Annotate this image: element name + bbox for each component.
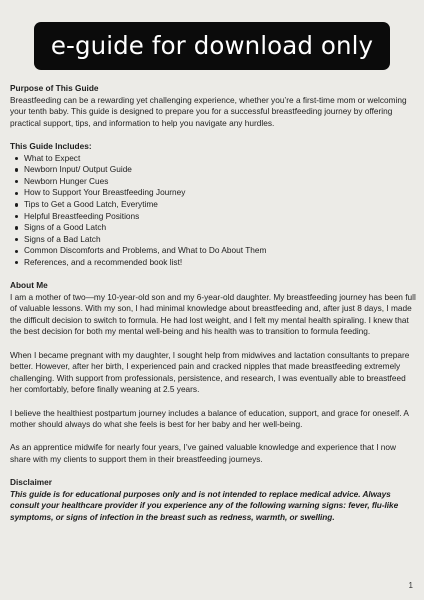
purpose-section <box>10 83 416 129</box>
list-item: Common Discomforts and Problems, and What to Do About Them <box>24 245 416 257</box>
list-item: Newborn Hunger Cues <box>24 176 416 188</box>
about-paragraph: When I became pregnant with my daughter, I sought help from midwives and lactation consultants to prepare better. However, after her birth, I experienced pain and cracked nipples that made breastfeeding extremely challenging. With support from professionals, persistence, and research, I was eventually able to breastfeed her comfortably, before finally weaning at 2.5 years. <box>10 349 410 395</box>
list-item: Signs of a Bad Latch <box>24 234 416 246</box>
page-number: 1 <box>408 581 413 590</box>
purpose-body: Breastfeeding can be a rewarding yet challenging experience, whether you’re a first-time mom or welcoming your tenth baby. This guide is designed to prepare you for a successful breastfeeding journey by offering practical support, tips, and information to help you navigate any hurdles. <box>10 94 407 128</box>
about-section <box>10 280 416 466</box>
list-item: What to Expect <box>24 153 416 165</box>
includes-section <box>10 141 416 269</box>
download-banner: e-guide for download only <box>34 22 390 70</box>
list-item: Tips to Get a Good Latch, Everytime <box>24 199 416 211</box>
about-paragraph: I believe the healthiest postpartum journey includes a balance of education, support, and grace for oneself. A mother should always do what she feels is best for her baby and her well-being. <box>10 407 409 430</box>
disclaimer-section <box>10 477 416 523</box>
list-item: References, and a recommended book list! <box>24 257 416 269</box>
about-heading: About Me <box>10 280 48 291</box>
list-item: How to Support Your Breastfeeding Journey <box>24 187 416 199</box>
includes-heading: This Guide Includes: <box>10 140 92 151</box>
includes-list <box>10 153 416 269</box>
list-item: Newborn Input/ Output Guide <box>24 164 416 176</box>
guide-content <box>10 83 416 524</box>
list-item: Helpful Breastfeeding Positions <box>24 211 416 223</box>
purpose-heading: Purpose of This Guide <box>10 83 99 93</box>
about-paragraph: I am a mother of two—my 10-year-old son and my 6-year-old daughter. My breastfeeding journey has been full of valuable lessons. With my son, I had minimal knowledge about breastfeeding and, after just 8 days, I made the difficult decision to switch to formula. He had lost weight, and I felt my mental health spiraling. I knew that the best decision for both my mental well-being and his health was to transition to formula feeding. <box>10 291 416 337</box>
disclaimer-heading: Disclaimer <box>10 477 52 488</box>
list-item: Signs of a Good Latch <box>24 222 416 234</box>
about-paragraph: As an apprentice midwife for nearly four years, I’ve gained valuable knowledge and experience that I now share with my clients to support them in their breastfeeding journeys. <box>10 442 397 464</box>
disclaimer-body: This guide is for educational purposes only and is not intended to replace medical advice. Always consult your healthcare provider if you experience any of the following warning signs: fever, flu-like symptoms, or signs of infection in the breast such as redness, warmth, or swelling. <box>10 488 399 522</box>
